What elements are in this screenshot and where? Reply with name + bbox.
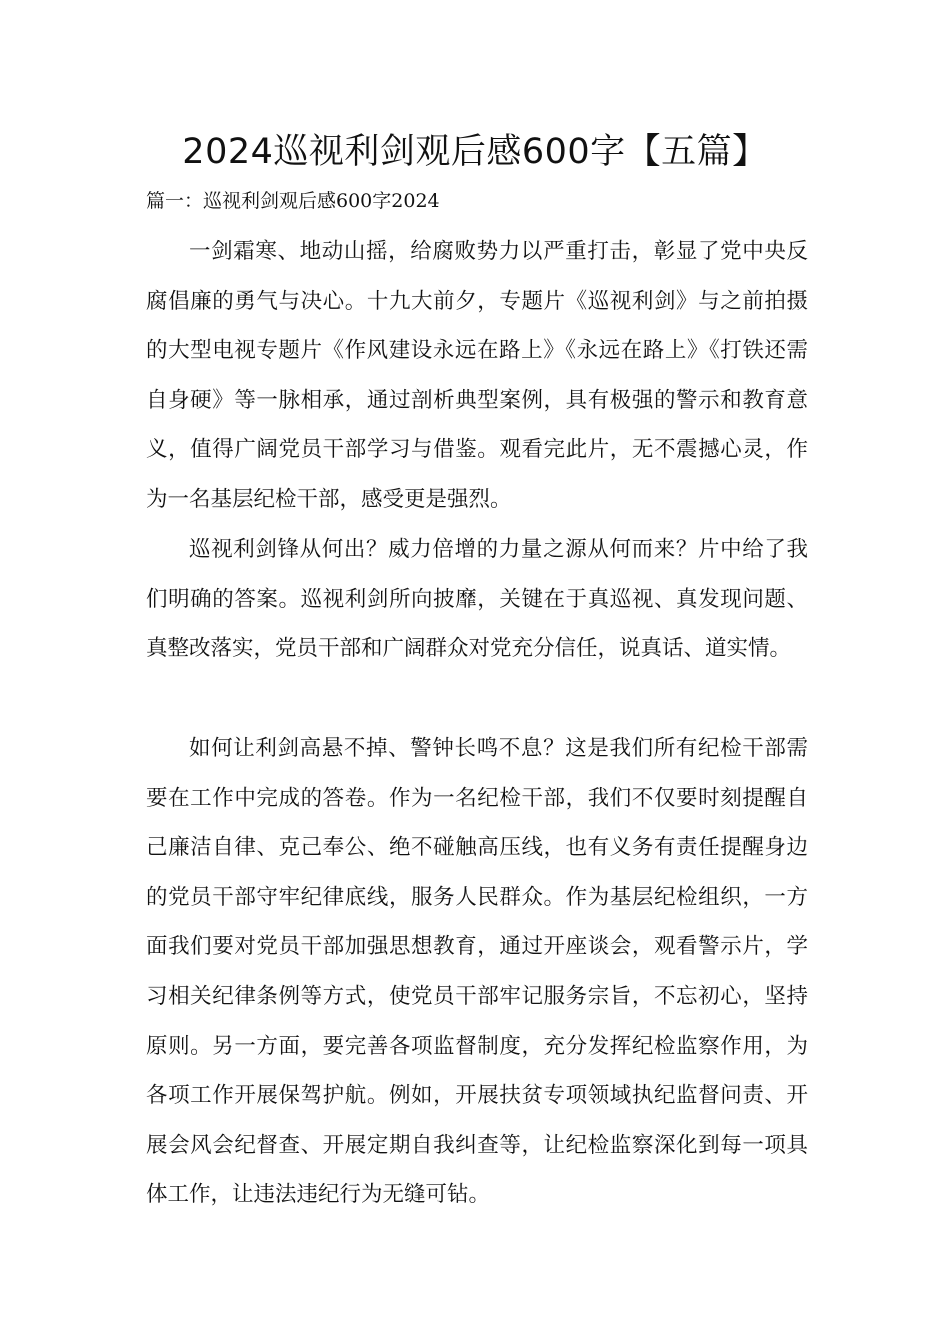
paragraph-2: 巡视利剑锋从何出？威力倍增的力量之源从何而来？片中给了我们明确的答案。巡视利剑所向披靡，关键在于真巡视、真发现问题、真整改落实，党员干部和广阔群众对党充分信任，说真话、道实情。 <box>146 537 808 662</box>
section-heading: 篇一：巡视利剑观后感600字2024 <box>146 190 440 212</box>
paragraph-3: 如何让利剑高悬不掉、警钟长鸣不息？这是我们所有纪检干部需要在工作中完成的答卷。作为一名纪检干部，我们不仅要时刻提醒自己廉洁自律、克己奉公、绝不碰触高压线，也有义务有责任提醒身边的党员干部守牢纪律底线，服务人民群众。作为基层纪检组织，一方面我们要对党员干部加强思想教育，通过开座谈会，观看警示片，学习相关纪律条例等方式，使党员干部牢记服务宗旨，不忘初心，坚持原则。另一方面，要完善各项监督制度，充分发挥纪检监察作用，为各项工作开展保驾护航。例如，开展扶贫专项领域执纪监督问责、开展会风会纪督查、开展定期自我纠查等，让纪检监察深化到每一项具体工作，让违法违纪行为无缝可钻。 <box>146 736 808 1208</box>
document-title: 2024巡视利剑观后感600字【五篇】 <box>182 132 768 172</box>
paragraph-1: 一剑霜寒、地动山摇，给腐败势力以严重打击，彰显了党中央反腐倡廉的勇气与决心。十九大前夕，专题片《巡视利剑》与之前拍摄的大型电视专题片《作风建设永远在路上》《永远在路上》《打铁还需自身硬》等一脉相承，通过剖析典型案例，具有极强的警示和教育意义，值得广阔党员干部学习与借鉴。观看完此片，无不震撼心灵，作为一名基层纪检干部，感受更是强烈。 <box>146 239 808 512</box>
